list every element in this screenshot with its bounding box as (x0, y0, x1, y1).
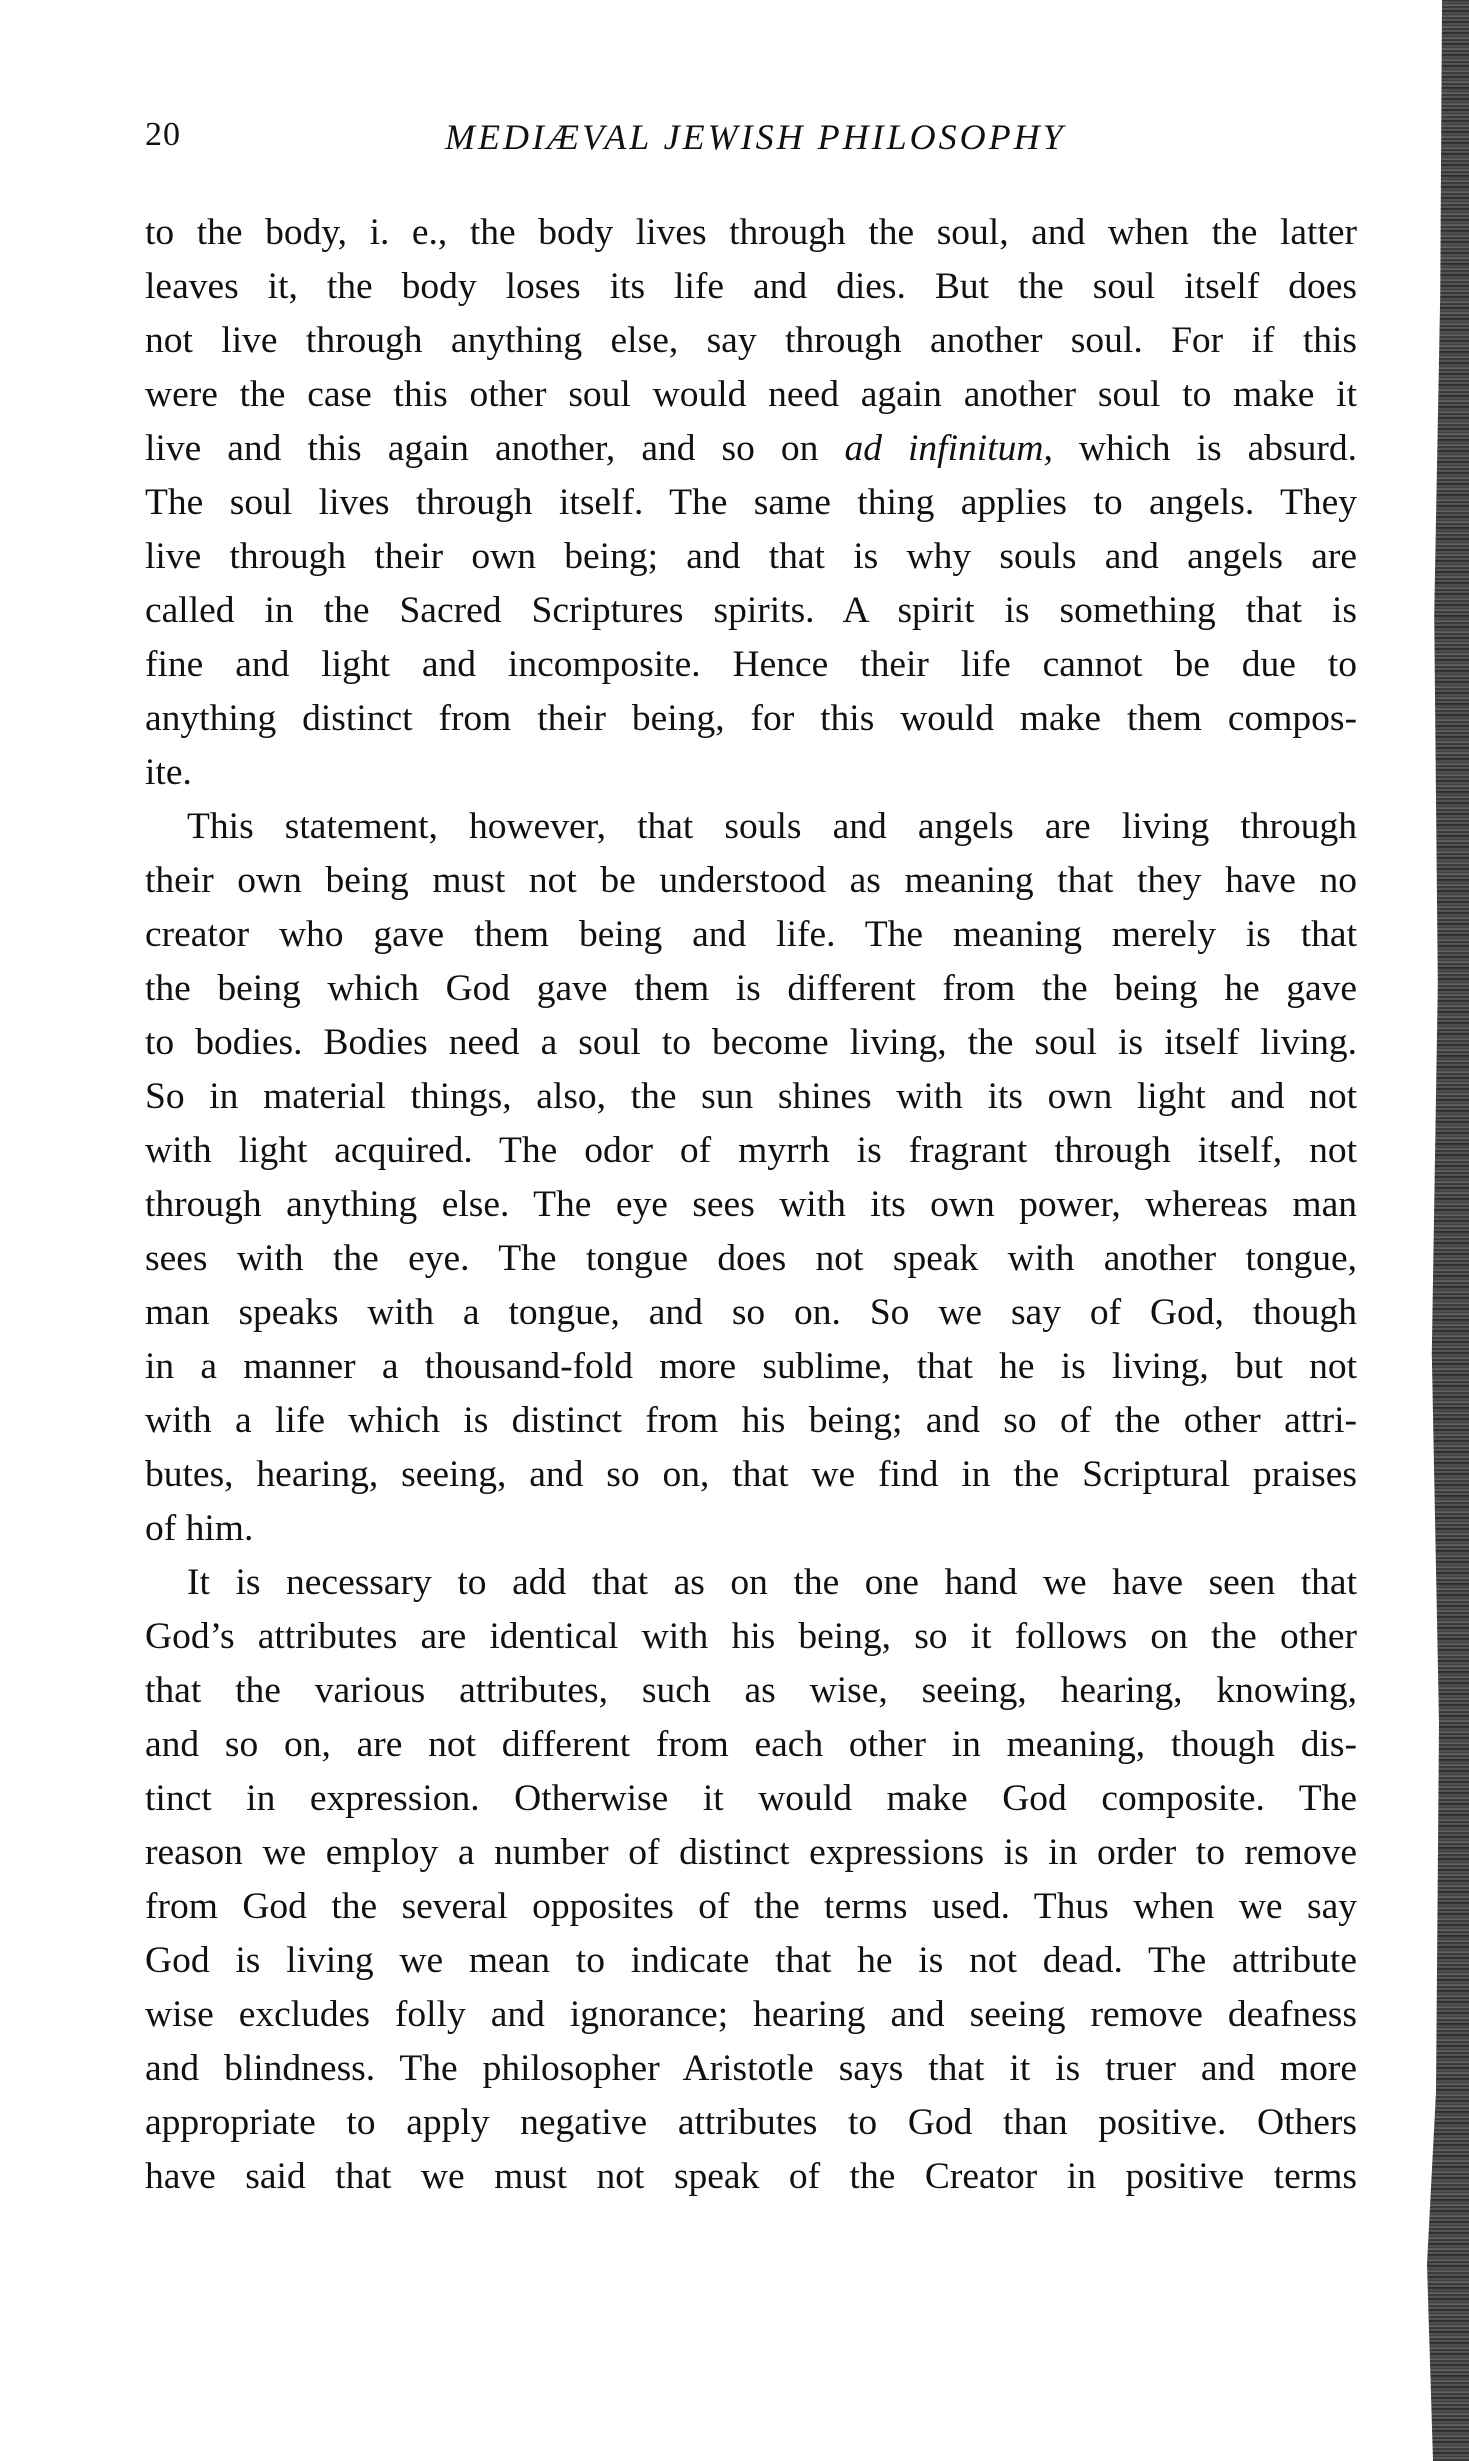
running-title: MEDIÆVAL JEWISH PHILOSOPHY (445, 117, 1066, 157)
text-line: fine and light and incomposite. Hence their life cannot be due to (145, 644, 1357, 685)
text-line: through anything else. The eye sees with its own power, whereas man (145, 1184, 1357, 1225)
paragraph-first-line: It is necessary to add that as on the one hand we have seen that (187, 1562, 1357, 1603)
text-line: have said that we must not speak of the Creator in positive terms (145, 2156, 1357, 2197)
text-line: that the various attributes, such as wise, seeing, hearing, knowing, (145, 1670, 1357, 1711)
text-line: their own being must not be understood as meaning that they have no (145, 860, 1357, 901)
text-line-with-italic (145, 422, 1357, 476)
text-segment: live and this again another, and so on (145, 428, 845, 469)
text-line: and so on, are not different from each other in meaning, though dis- (145, 1724, 1357, 1765)
text-line: butes, hearing, seeing, and so on, that we find in the Scriptural praises (145, 1454, 1357, 1495)
text-line: creator who gave them being and life. The meaning merely is that (145, 914, 1357, 955)
text-line: So in material things, also, the sun shines with its own light and not (145, 1076, 1357, 1117)
text-line: to the body, i. e., the body lives through the soul, and when the latter (145, 212, 1357, 253)
text-line: The soul lives through itself. The same thing applies to angels. They (145, 482, 1357, 523)
text-line: with a life which is distinct from his being; and so of the other attri- (145, 1400, 1357, 1441)
paragraph-first-line: This statement, however, that souls and angels are living through (187, 806, 1357, 847)
text-line: to bodies. Bodies need a soul to become living, the soul is itself living. (145, 1022, 1357, 1063)
text-line: man speaks with a tongue, and so on. So we say of God, though (145, 1292, 1357, 1333)
text-line: anything distinct from their being, for this would make them compos- (145, 698, 1357, 739)
running-head (145, 116, 1360, 166)
page-edge-scan-artifact (1409, 0, 1469, 2461)
text-line: wise excludes folly and ignorance; hearing and seeing remove deafness (145, 1994, 1357, 2035)
text-line: were the case this other soul would need again another soul to make it (145, 374, 1357, 415)
text-line: live through their own being; and that is why souls and angels are (145, 536, 1357, 577)
body-text (145, 206, 1357, 2204)
text-line: of him. (145, 1508, 254, 1549)
text-line: appropriate to apply negative attributes to God than positive. Others (145, 2102, 1357, 2143)
text-line: from God the several opposites of the terms used. Thus when we say (145, 1886, 1357, 1927)
text-line: reason we employ a number of distinct expressions is in order to remove (145, 1832, 1357, 1873)
text-line: with light acquired. The odor of myrrh is fragrant through itself, not (145, 1130, 1357, 1171)
text-line: sees with the eye. The tongue does not speak with another tongue, (145, 1238, 1357, 1279)
text-line: tinct in expression. Otherwise it would make God composite. The (145, 1778, 1357, 1819)
text-line: not live through anything else, say through another soul. For if this (145, 320, 1357, 361)
italic-phrase: ad infinitum, (844, 428, 1053, 469)
text-line: leaves it, the body loses its life and dies. But the soul itself does (145, 266, 1357, 307)
text-line: in a manner a thousand-fold more sublime, that he is living, but not (145, 1346, 1357, 1387)
text-line: the being which God gave them is different from the being he gave (145, 968, 1357, 1009)
page-number: 20 (145, 116, 181, 153)
text-segment: which is absurd. (1052, 428, 1357, 469)
text-line: ite. (145, 752, 192, 793)
text-line: called in the Sacred Scriptures spirits. A spirit is something that is (145, 590, 1357, 631)
text-line: God’s attributes are identical with his being, so it follows on the other (145, 1616, 1357, 1657)
text-line: God is living we mean to indicate that he is not dead. The attribute (145, 1940, 1357, 1981)
text-line: and blindness. The philosopher Aristotle says that it is truer and more (145, 2048, 1357, 2089)
